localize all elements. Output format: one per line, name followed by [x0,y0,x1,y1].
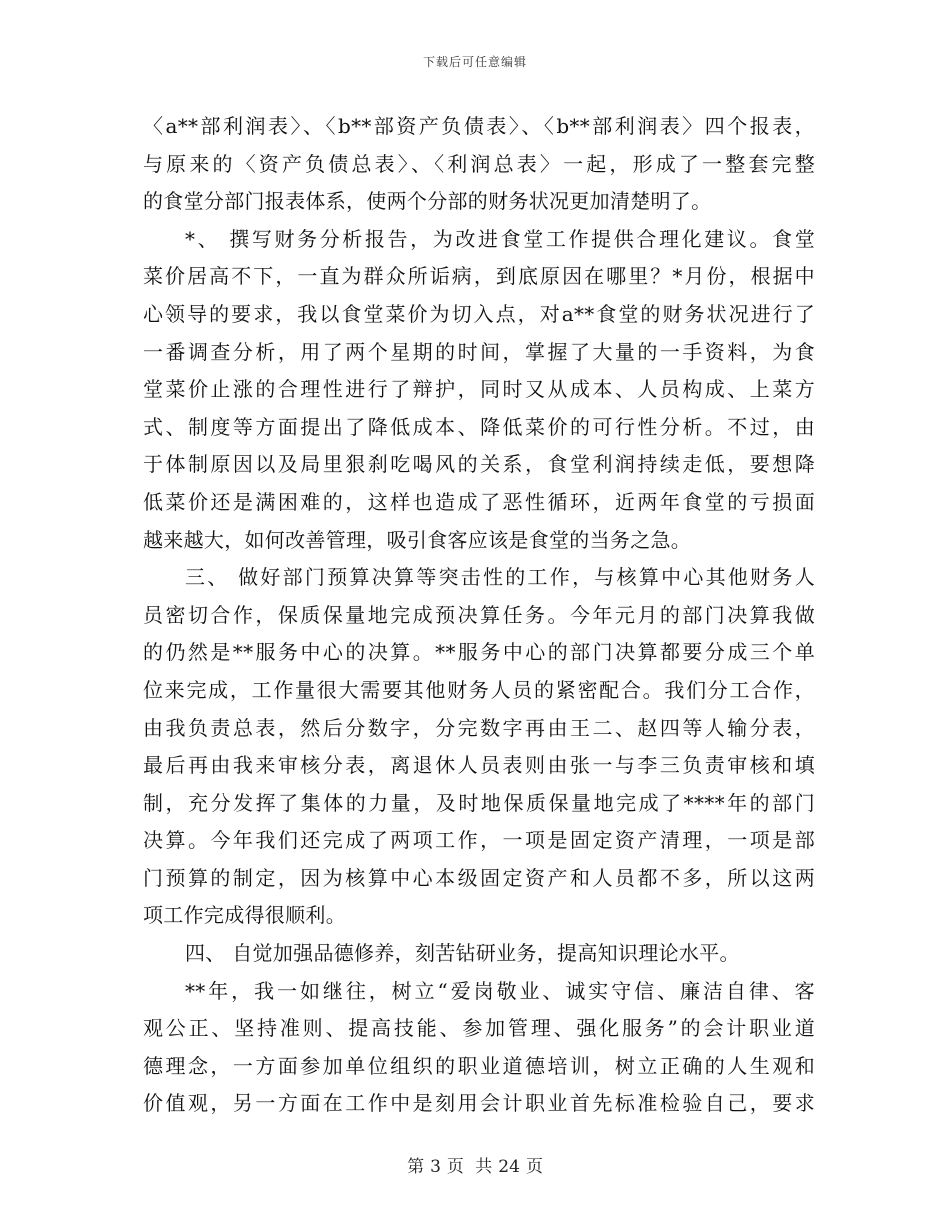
text-line: 项工作完成得很顺利。 [143,903,346,928]
text-line: 一番调查分析，用了两个星期的时间，掌握了大量的一手资料，为食 [143,339,815,364]
text-line: 观公正、坚持准则、提高技能、参加管理、强化服务”的会计职业道 [143,1016,815,1041]
body-text [143,108,815,1123]
text-line: 的食堂分部门报表体系，使两个分部的财务状况更加清楚明了。 [143,189,712,214]
page-header: 下载后可任意编辑 [422,55,527,69]
text-line: 越来越大，如何改善管理，吸引食客应该是食堂的当务之急。 [143,527,692,552]
text-line: *、 撰写财务分析报告，为改进食堂工作提供合理化建议。食堂 [185,226,815,251]
text-line: 的仍然是**服务中心的决算。**服务中心的部门决算都要分成三个单 [143,640,815,665]
page-footer [0,1152,950,1177]
text-line: **年，我一如继往，树立“爱岗敬业、诚实守信、廉洁自律、客 [185,978,815,1003]
text-line: 式、制度等方面提出了降低成本、降低菜价的可行性分析。不过，由 [143,414,815,439]
text-line: 价值观，另一方面在工作中是刻用会计职业首先标准检验自己，要求 [143,1091,815,1116]
text-line: 与原来的〈资产负债总表〉、〈利润总表〉一起，形成了一整套完整 [143,151,815,176]
footer-prefix: 第 [407,1157,425,1177]
footer-total-pages: 24 [498,1157,520,1177]
footer-middle: 页 共 [446,1157,493,1177]
text-line: 制，充分发挥了集体的力量，及时地保质保量地完成了****年的部门 [143,790,815,815]
text-line: 三、 做好部门预算决算等突击性的工作，与核算中心其他财务人 [185,565,815,590]
text-line: 心领导的要求，我以食堂菜价为切入点，对a**食堂的财务状况进行了 [143,301,815,326]
text-line: 德理念，一方面参加单位组织的职业道德培训，树立正确的人生观和 [143,1053,815,1078]
text-line: 门预算的制定，因为核算中心本级固定资产和人员都不多，所以这两 [143,865,815,890]
footer-current-page: 3 [430,1157,441,1177]
text-line: 菜价居高不下，一直为群众所诟病，到底原因在哪里？*月份，根据中 [143,264,815,289]
footer-suffix: 页 [525,1157,543,1177]
text-line: 位来完成，工作量很大需要其他财务人员的紧密配合。我们分工合作， [143,677,815,702]
text-line: 堂菜价止涨的合理性进行了辩护，同时又从成本、人员构成、上菜方 [143,377,815,402]
text-line: 最后再由我来审核分表，离退休人员表则由张一与李三负责审核和填 [143,753,815,778]
text-line: 于体制原因以及局里狠刹吃喝风的关系，食堂利润持续走低，要想降 [143,452,815,477]
text-line: 决算。今年我们还完成了两项工作，一项是固定资产清理，一项是部 [143,828,815,853]
text-line: 低菜价还是满困难的，这样也造成了恶性循环，近两年食堂的亏损面 [143,489,815,514]
text-line: 〈a**部利润表〉、〈b**部资产负债表〉、〈b**部利润表〉四个报表， [143,114,815,138]
text-line: 由我负责总表，然后分数字，分完数字再由王二、赵四等人输分表， [143,715,815,740]
text-line: 四、 自觉加强品德修养，刻苦钻研业务，提高知识理论水平。 [185,941,740,966]
text-line: 员密切合作，保质保量地完成预决算任务。今年元月的部门决算我做 [143,602,815,627]
